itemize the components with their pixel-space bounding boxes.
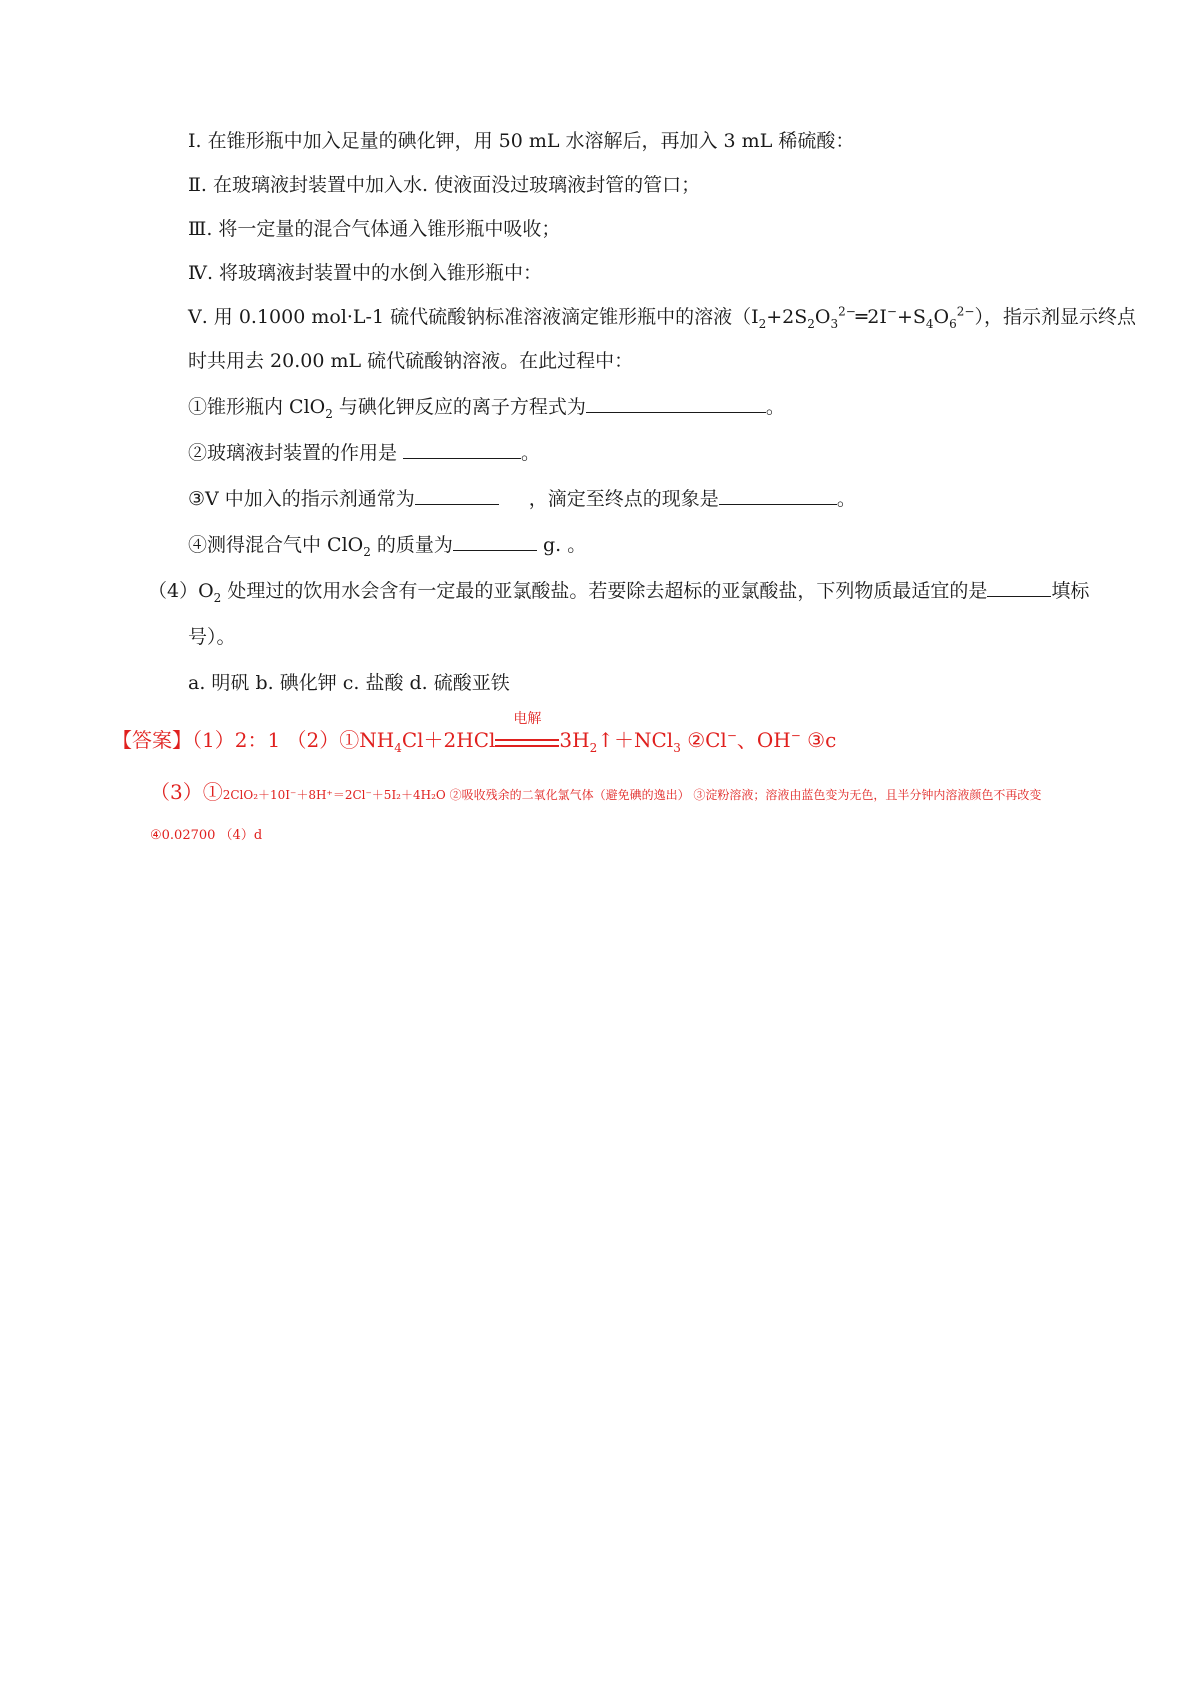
answer-blank[interactable]	[719, 486, 837, 505]
step-3: Ⅲ. 将一定量的混合气体通入锥形瓶中吸收；	[188, 218, 561, 240]
sub: 3	[673, 741, 681, 755]
answer-equation: 2ClO₂＋10I⁻＋8H⁺＝2Cl⁻＋5I₂＋4H₂O	[222, 788, 446, 802]
step-5-line2: 时共用去 20.00 mL 硫代硫酸钠溶液。在此过程中：	[188, 350, 634, 372]
answer-text: （1）2：1 （2）①NH	[192, 728, 395, 752]
part-4-text: 处理过的饮用水会含有一定最的亚氯酸盐。若要除去超标的亚氯酸盐，下列物质最适宜的是	[221, 580, 988, 602]
step-1: Ⅰ. 在锥形瓶中加入足量的碘化钾，用 50 mL 水溶解后，再加入 3 mL 稀硫酸：	[188, 130, 855, 152]
q4-end: g. 。	[536, 534, 587, 556]
answer-text: （3）①	[150, 780, 223, 804]
q1-text: 与碘化钾反应的离子方程式为	[332, 396, 586, 418]
sup: −	[790, 728, 801, 743]
eq-part: ═2I	[855, 306, 887, 328]
q1-end: 。	[765, 396, 785, 418]
sub: 2	[213, 590, 222, 605]
electrolysis-sign	[495, 711, 559, 747]
q4-text: ④测得混合气中 ClO	[188, 534, 364, 556]
sub: 4	[925, 316, 934, 331]
q2-end: 。	[521, 442, 541, 464]
question-4	[188, 532, 586, 558]
equals-sign	[495, 739, 559, 747]
q3-text: ③V 中加入的指示剂通常为	[188, 488, 415, 510]
step-5-text: ），指示剂显示终点	[974, 306, 1136, 328]
q3-text: ，滴定至终点的现象是	[528, 488, 719, 510]
answer-line-3: ④0.02700 （4）d	[150, 828, 263, 843]
q4-text: 的质量为	[370, 534, 453, 556]
sub: 6	[949, 316, 957, 331]
sub: 4	[394, 741, 402, 755]
eq-part: +S	[896, 306, 926, 328]
answer-line-1	[112, 711, 837, 755]
answer-line-2	[150, 778, 1041, 809]
answer-text: Cl＋2HCl	[401, 728, 496, 752]
eq-part: O	[933, 306, 950, 328]
sup: 2−	[956, 304, 975, 319]
part-4-text: 填标	[1051, 580, 1090, 602]
eq-part: O	[814, 306, 831, 328]
part-4-line1	[148, 578, 1089, 604]
question-1	[188, 394, 785, 420]
part-4-line2: 号）。	[188, 626, 236, 648]
answer-label: 【答案】	[112, 728, 192, 752]
answer-blank[interactable]	[415, 486, 499, 505]
answer-text: 3H	[559, 728, 590, 752]
step-5-text: Ⅴ. 用 0.1000 mol·L-1 硫代硫酸钠标准溶液滴定锥形瓶中的溶液（I	[188, 306, 759, 328]
q1-text: ①锥形瓶内 ClO	[188, 396, 326, 418]
answer-text: ③c	[800, 728, 837, 752]
sub: 2	[363, 544, 371, 559]
sup: −	[886, 304, 897, 319]
q3-end: 。	[836, 488, 856, 510]
q2-text: ②玻璃液封装置的作用是	[188, 442, 404, 464]
electrolysis-label: 电解	[513, 711, 542, 727]
answer-text: 、OH	[736, 728, 791, 752]
part-4-options: a. 明矾 b. 碘化钾 c. 盐酸 d. 硫酸亚铁	[188, 672, 510, 694]
sub: 2	[807, 316, 815, 331]
sup: −	[726, 728, 737, 743]
step-2: Ⅱ. 在玻璃液封装置中加入水. 使液面没过玻璃液封管的管口；	[188, 174, 701, 196]
sub: 3	[830, 316, 839, 331]
sup: 2−	[838, 304, 856, 319]
step-5	[188, 304, 1136, 330]
answer-text: ②Cl	[680, 728, 727, 752]
sub: 2	[758, 316, 767, 331]
question-3	[188, 486, 856, 512]
eq-part: +2S	[766, 306, 808, 328]
answer-blank[interactable]	[987, 578, 1051, 597]
answer-blank[interactable]	[403, 440, 521, 459]
sub: 2	[589, 741, 598, 755]
answer-blank[interactable]	[586, 394, 766, 413]
question-2	[188, 440, 540, 466]
part-4-text: （4）O	[148, 580, 214, 602]
sub: 2	[325, 406, 333, 421]
step-4: Ⅳ. 将玻璃液封装置中的水倒入锥形瓶中：	[188, 262, 543, 284]
answer-text: ↑＋NCl	[597, 728, 674, 752]
answer-blank[interactable]	[453, 532, 537, 551]
answer-text: ②吸收残余的二氧化氯气体（避免碘的逸出） ③淀粉溶液；溶液由蓝色变为无色，且半分钟内溶液颜色不再改变	[445, 788, 1042, 802]
